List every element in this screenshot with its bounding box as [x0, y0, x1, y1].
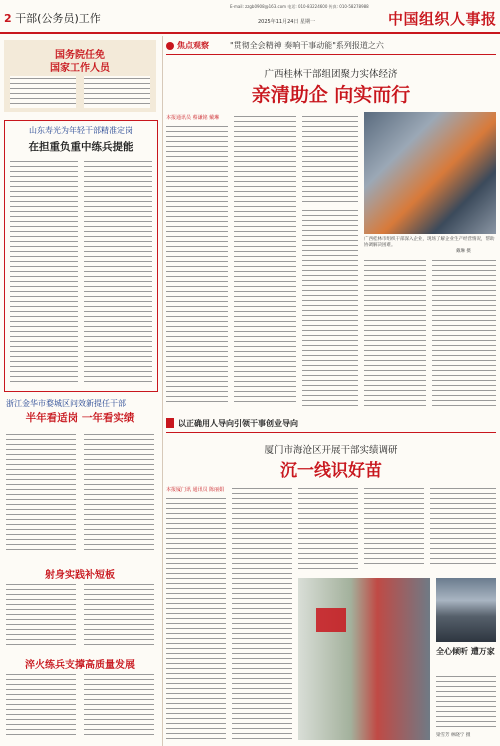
feature2-photo-community	[298, 578, 430, 740]
feature-text-col2	[234, 114, 296, 406]
story1-kicker: 山东寿光为年轻干部精准定岗	[29, 126, 133, 135]
issue-date: 2025年11月24日 星期一	[258, 19, 316, 25]
story4-text-col1	[6, 672, 76, 738]
notice-title-line2: 国家工作人员	[50, 63, 110, 74]
notice-text-col2	[84, 76, 150, 108]
notice-title-line1: 国务院任免	[55, 50, 105, 61]
story1-headline: 在担重负重中练兵提能	[28, 141, 134, 153]
feature2-text-col4	[364, 486, 424, 566]
feature-text-col1	[166, 124, 228, 406]
feature2-kicker: 厦门市海沧区开展干部实绩调研	[264, 445, 398, 456]
newspaper-brand: 中国组织人事报	[388, 10, 497, 28]
left-column	[0, 36, 163, 746]
feature-series-slogan: "贯彻全会精神 奏响干事动能"系列报道之六	[230, 41, 384, 50]
story-wucheng	[4, 398, 156, 558]
feature-text-col5	[432, 258, 496, 406]
feature-text-col4	[364, 258, 426, 406]
story-box-shouguang	[4, 120, 158, 392]
feature-text-col3	[302, 114, 358, 202]
story2-kicker: 浙江金华市婺城区问效新提任干部	[6, 399, 126, 408]
feature-photo-caption: 广西桂林市组织干部深入企业，现场了解企业生产经营情况，帮助协调解决困难。	[364, 237, 495, 248]
notice-box	[4, 40, 156, 112]
section-name: 干部(公务员)工作	[15, 12, 101, 25]
feature2-headline: 沉一线识好苗	[280, 461, 382, 481]
feature2-photo-caption: 全心倾听 遭万家	[436, 646, 495, 656]
story1-text-col2	[84, 159, 152, 385]
feature2-photo-inset	[436, 578, 496, 642]
feature2-sidebar-text	[436, 674, 496, 728]
contact-line: E-mail: zzgb0908@163.com 电话: 010-83224600 传真: 010-58278988	[230, 4, 369, 9]
feature-label: 焦点观察	[177, 41, 209, 50]
story3-headline: 射身实践补短板	[45, 570, 115, 581]
story3-text-col2	[84, 582, 154, 646]
feature-haicang	[166, 418, 496, 744]
feature-text-col3b	[302, 208, 358, 406]
notice-text-col1	[10, 76, 76, 108]
story-practice	[4, 566, 156, 650]
feature2-text-col5	[430, 486, 496, 566]
feature2-credit: 梁雪芳 林晓宁 摄	[436, 733, 471, 738]
feature-photo-factory	[364, 112, 496, 234]
feature-guilin	[166, 36, 496, 412]
page-section-label	[4, 10, 101, 26]
feature-headline: 亲清助企 向实而行	[251, 84, 411, 106]
feature-bullet-icon	[166, 42, 174, 50]
feature2-text-col1	[166, 496, 226, 740]
feature2-label: 以正确用人导向引领干事创业导向	[178, 419, 298, 428]
page-number: 2	[4, 12, 12, 25]
story2-headline: 半年看适岗 一年看实绩	[25, 412, 135, 424]
feature2-divider	[166, 432, 496, 433]
feature-photo-credit: 戴琳 摄	[456, 249, 471, 254]
story1-text-col1	[10, 159, 78, 385]
story2-text-col2	[84, 432, 154, 552]
feature-kicker: 广西桂林干部组团聚力实体经济	[264, 69, 398, 80]
masthead-bar	[0, 0, 500, 34]
story3-text-col1	[6, 582, 76, 646]
story4-headline: 淬火练兵支撑高质量发展	[25, 660, 135, 671]
feature2-photo-red-sign	[316, 608, 346, 632]
story4-text-col2	[84, 672, 154, 738]
story2-text-col1	[6, 432, 76, 552]
feature2-tag-icon	[166, 418, 174, 428]
story-training	[4, 656, 156, 742]
feature2-byline: 本报厦门讯 通讯员 陈丽娟	[166, 487, 225, 493]
feature-divider	[166, 54, 496, 55]
feature-byline: 本报通讯员 蔡谦铭 戴琳	[166, 115, 220, 121]
feature2-text-col3	[298, 486, 358, 572]
feature2-text-col2	[232, 486, 292, 740]
